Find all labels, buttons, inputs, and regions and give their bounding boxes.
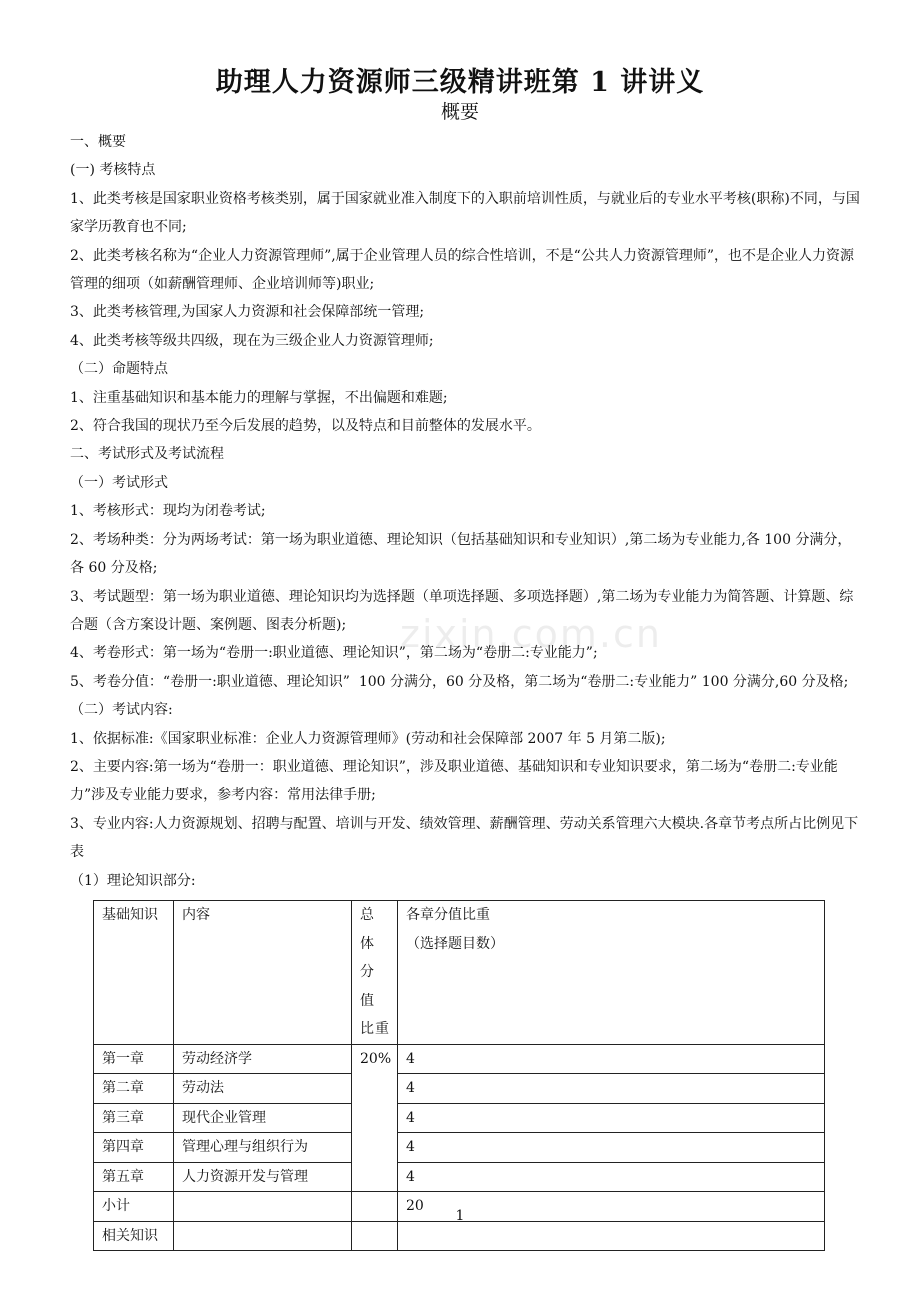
count-cell: 4 (398, 1133, 825, 1163)
content-cell: 现代企业管理 (174, 1103, 352, 1133)
content-cell: 劳动法 (174, 1074, 352, 1104)
subsection-heading: （二）命题特点 (70, 361, 168, 378)
chapter-cell: 第三章 (94, 1103, 174, 1133)
chapter-cell: 第二章 (94, 1074, 174, 1104)
paragraph: 5、考卷分值：“卷册一:职业道德、理论知识” 100 分满分，60 分及格，第二场为“卷册二:专业能力” 100 分满分,60 分及格; (70, 673, 849, 690)
paragraph: 1、此类考核是国家职业资格考核类别，属于国家就业准入制度下的入职前培训性质，与就业后的专业水平考核(职称)不同，与国家学历教育也不同; (70, 190, 860, 236)
subtotal-value: 20 (398, 1192, 825, 1222)
score-distribution-table (93, 900, 825, 1251)
subsection-heading: (一) 考核特点 (70, 162, 156, 179)
count-cell: 4 (398, 1044, 825, 1074)
paragraph: 1、注重基础知识和基本能力的理解与掌握，不出偏题和难题; (70, 389, 448, 406)
paragraph: 3、考试题型：第一场为职业道德、理论知识均为选择题（单项选择题、多项选择题）,第二场为专业能力为简答题、计算题、综合题（含方案设计题、案例题、图表分析题); (70, 588, 854, 633)
page-number: 1 (455, 1208, 465, 1224)
empty-cell (174, 1221, 352, 1251)
header-cell: 基础知识 (94, 901, 174, 1045)
empty-cell (398, 1221, 825, 1251)
header-note: （选择题目数） (406, 935, 504, 952)
subtotal-label: 小计 (94, 1192, 174, 1222)
count-cell: 4 (398, 1074, 825, 1104)
table-row (94, 1162, 825, 1192)
paragraph: 1、考核形式：现均为闭卷考试; (70, 503, 266, 520)
paragraph: 2、符合我国的现状乃至今后发展的趋势，以及特点和目前整体的发展水平。 (70, 418, 541, 435)
table-row (94, 1044, 825, 1074)
content-cell: 管理心理与组织行为 (174, 1133, 352, 1163)
table-caption: （1）理论知识部分: (70, 872, 196, 889)
document-subtitle: 概要 (440, 101, 479, 123)
paragraph: 1、依据标准:《国家职业标准：企业人力资源管理师》(劳动和社会保障部 2007 年 5 月第二版); (70, 730, 666, 747)
count-cell: 4 (398, 1162, 825, 1192)
header-label: 各章分值比重 (406, 907, 490, 923)
subsection-heading: （二）考试内容: (70, 702, 173, 719)
content-cell: 劳动经济学 (174, 1044, 352, 1074)
header-cell (398, 901, 825, 1045)
table-row (94, 1074, 825, 1104)
count-cell: 4 (398, 1103, 825, 1133)
document-body (70, 128, 860, 895)
content-cell: 人力资源开发与管理 (174, 1162, 352, 1192)
document-title: 助理人力资源师三级精讲班第 1 讲讲义 (215, 67, 705, 98)
chapter-cell: 第五章 (94, 1162, 174, 1192)
chapter-cell: 第四章 (94, 1133, 174, 1163)
paragraph: 2、此类考核名称为“企业人力资源管理师”,属于企业管理人员的综合性培训，不是“公共人力资源管理师”，也不是企业人力资源管理的细项（如薪酬管理师、企业培训师等)职业; (70, 247, 854, 293)
paragraph: 2、主要内容:第一场为“卷册一：职业道德、理论知识”，涉及职业道德、基础知识和专业知识要求，第二场为“卷册二:专业能力”涉及专业能力要求，参考内容：常用法律手册; (70, 758, 838, 804)
header-cell: 总 体 分 值 比重 (352, 901, 398, 1045)
paragraph: 4、考卷形式：第一场为“卷册一:职业道德、理论知识”，第二场为“卷册二:专业能力”; (70, 645, 598, 662)
chapter-cell: 第一章 (94, 1044, 174, 1074)
related-row (94, 1221, 825, 1251)
ratio-cell: 20% (352, 1044, 398, 1192)
header-cell: 内容 (174, 901, 352, 1045)
subsection-heading: （一）考试形式 (70, 474, 168, 491)
table-header-row (94, 901, 825, 1045)
section-heading: 二、考试形式及考试流程 (70, 446, 224, 463)
watermark: zixin.com.cn (400, 612, 662, 656)
paragraph: 4、此类考核等级共四级，现在为三级企业人力资源管理师; (70, 332, 434, 349)
related-label: 相关知识 (94, 1221, 174, 1251)
section-heading: 一、概要 (70, 134, 126, 150)
paragraph: 3、专业内容:人力资源规划、招聘与配置、培训与开发、绩效管理、薪酬管理、劳动关系管理六大模块.各章节考点所占比例见下表 (70, 815, 859, 861)
paragraph: 2、考场种类：分为两场考试：第一场为职业道德、理论知识（包括基础知识和专业知识）,第二场为专业能力,各 100 分满分，各 60 分及格; (70, 531, 852, 577)
table-row (94, 1103, 825, 1133)
empty-cell (352, 1221, 398, 1251)
paragraph: 3、此类考核管理,为国家人力资源和社会保障部统一管理; (70, 304, 425, 321)
table-row (94, 1133, 825, 1163)
